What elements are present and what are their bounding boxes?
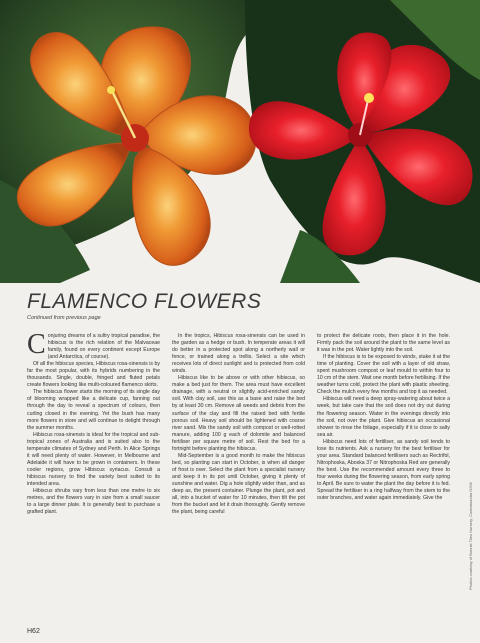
paragraph: The hibiscus flower starts the morning of its single day of blooming wrapped like a delicate cup, fanning out through the day to reveal a spectrum of colours, then curling closed in the evening. Yet the bush has many more flowers in store and will continue to delight through the summer months.: [27, 389, 160, 431]
photo-credit: Photos courtesy of Bonnie Tiles Nursery, Cootamundra NSW: [468, 482, 473, 590]
hibiscus-photo: [0, 0, 480, 283]
paragraph: Hibiscus rosa-sinensis is ideal for the tropical and sub-tropical zones of Australia and is suited also to the temperate climates of Sydney and Perth. In Alice Springs it will need plenty of water. However, in Melbourne and Adelaide it will have to be grown in containers. In these cooler regions, grow Hibiscus syriacus. Consult a hibiscus nursery to find the variety best suited to its intended area.: [27, 431, 160, 487]
text-column-3: [317, 333, 450, 502]
text-column-1: [27, 329, 160, 516]
article-title: FLAMENCO FLOWERS: [27, 290, 262, 313]
page-number: H62: [27, 628, 40, 635]
paragraph: In the tropics, Hibiscus rosa-sinensis can be used in the garden as a hedge or bush. In temperate areas it will do better in a protected spot along a northerly wall or fence, or trained along a trellis. Select a site which receives lots of direct sunlight and is protected from cold winds.: [172, 333, 305, 375]
text-column-2: [172, 333, 305, 516]
hibiscus-illustration: [0, 0, 480, 283]
paragraph: to protect the delicate roots, then place it in the hole. Firmly pack the soil around the plant to the same level as it was in the pot. Water lightly into the soil.: [317, 333, 450, 354]
paragraph: onjuring dreams of a sultry tropical paradise, the hibiscus is the rich relation of the Malvaceae family, found on every continent except Europe (and Antarctica, of course).: [47, 333, 160, 361]
drop-cap: C: [27, 329, 46, 360]
paragraph: Hibiscus like to be above or with other hibiscus, so make a bed just for them. The area must have excellent drainage, with a neutral or slightly acid-enriched sandy soil. With clay soil, use this as a base and raise the bed by at least 30 cm. Remove all weeds and debris from the surface of the clay and fill the raised bed with fertile porous soil. Heavy soil should be lightened with coarse river sand. Mix the sandy soil with compost or well-rotted manure, adding 100 g each of dolomite and balanced fertiliser per square metre of soil. Rest the bed for a fortnight before planting the hibiscus.: [172, 375, 305, 452]
paragraph: If the hibiscus is to be exposed to winds, stake it at the time of planting. Cover the soil with a layer of old straw, spent mushroom compost or leaf mould to within four to 10 cm of the stem. Wait one month before fertilising. If the weather turns cold, protect the plant with plastic sheeting. Check the mulch every few months and top it as needed.: [317, 354, 450, 396]
continued-note: Continued from previous page: [27, 315, 101, 321]
paragraph: Hibiscus will need a deep spray-watering about twice a week, but take care that the soil does not dry out during the flowering season. Water in the evenings directly into the soil, not over the plant. Give hibiscus an occasional shower to rinse the foliage, especially if it is close to salty sea air.: [317, 396, 450, 438]
paragraph: Hibiscus need lots of fertiliser, as sandy soil tends to lose its nutrients. Ask a nursery for the best fertiliser for your area. Standard balanced fertilisers such as Rectrifol, Nitrophoska, Aboska 37 or Nitrophoska Red are generally the best. Use the recommended amount every three to four weeks during the flowering season, from early spring to April. Be sure to water the plant the day before it is fed. Spread the fertiliser in a ring halfway from the stem to the outer branches, and water again immediately. Give the: [317, 438, 450, 502]
paragraph: Hibiscus shrubs vary from less than one metre to six metres, and the flowers vary in size from a small saucer to a large dinner plate. It is generally best to purchase a grafted plant.: [27, 488, 160, 516]
paragraph: Of all the hibiscus species, Hibiscus rosa-sinensis is by far the most popular, with its hybrids numbering in the thousands. Single, double, fringed and fluted petals create flowers looking like multi-coloured flamenco skirts.: [27, 361, 160, 389]
paragraph: Mid-September is a good month to make the hibiscus bed, so planting can start in October, is when all danger of frost is over. Select the plant from a specialist nursery and keep it in its pot until October, giving it plenty of sunshine and water. Dig a hole slightly wider than, and as deep as, the present container. Plunge the plant, pot and all, into a bucket of water for 10 minutes, then tilt the pot from the bucket and let it drain thoroughly. Gently remove the plant, being careful: [172, 452, 305, 516]
